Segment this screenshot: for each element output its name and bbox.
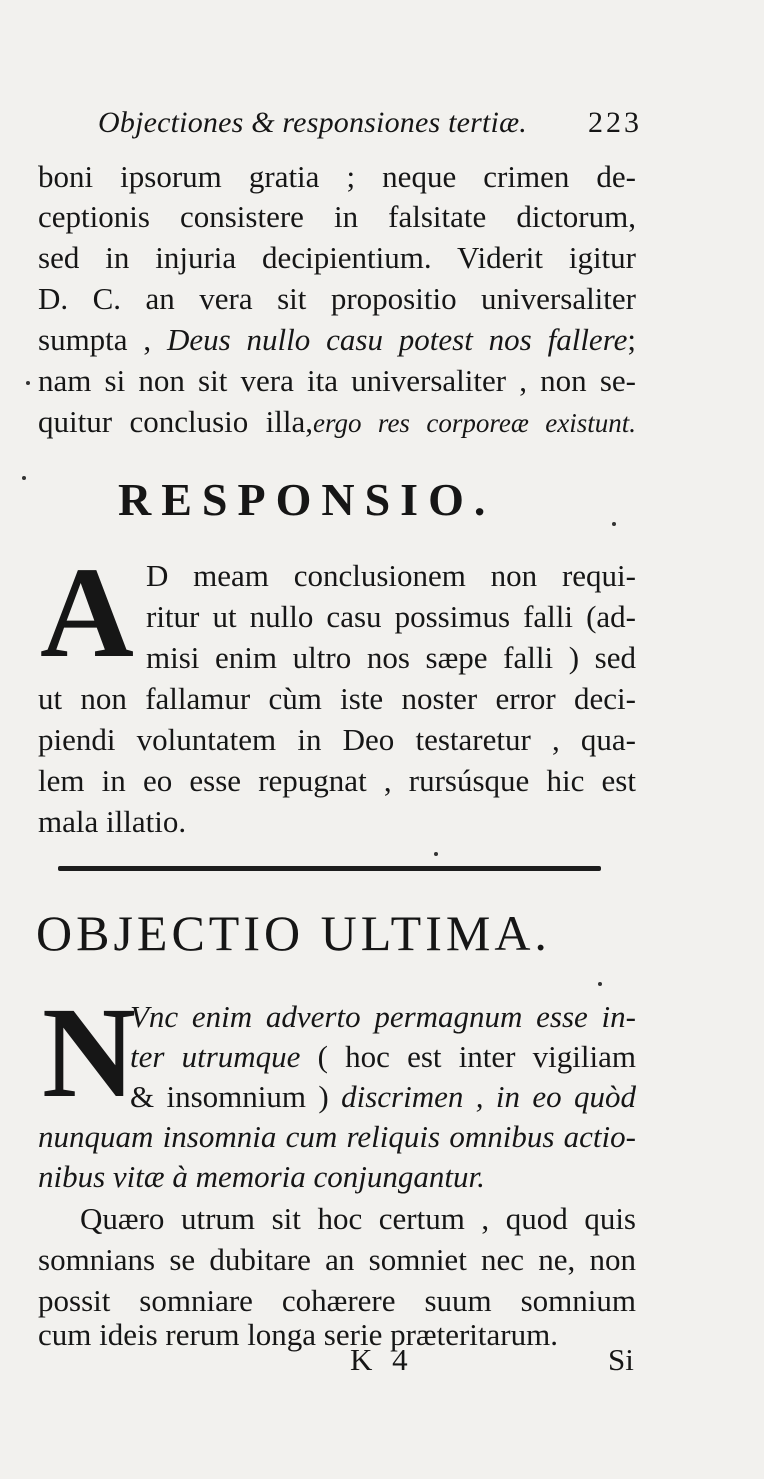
text-line: nibus vitæ à memoria conjungantur. (38, 1159, 485, 1194)
section-heading-objectio: OBJECTIO ULTIMA. (36, 905, 551, 961)
page-number: 223 (588, 106, 642, 139)
text-line: lem in eo esse repugnat , rursúsque hic est (38, 763, 636, 798)
running-head (98, 106, 642, 140)
text-line: ceptionis consistere in falsitate dictorum, (38, 199, 636, 234)
text-line: ut non fallamur cùm iste noster error deci- (38, 681, 636, 716)
ink-speck (612, 522, 616, 526)
drop-cap: N (42, 981, 136, 1125)
text-line: mala illatio. (38, 804, 187, 839)
text-segment: ( hoc est inter vigiliam (300, 1039, 637, 1074)
text-segment: ; (627, 322, 636, 357)
text-line (38, 403, 636, 442)
text-line: piendi voluntatem in Deo testaretur , qua- (38, 722, 636, 757)
signature-mark: K 4 (350, 1342, 414, 1377)
text-segment: sumpta , (38, 322, 167, 357)
text-line: sed in injuria decipientium. Viderit igitur (38, 240, 636, 275)
text-line (130, 1038, 636, 1076)
text-line (130, 1078, 636, 1116)
italic-text: ergo res corporeæ existunt. (313, 408, 636, 438)
text-line: Quæro utrum sit hoc certum , quod quis (80, 1201, 636, 1236)
text-line: misi enim ultro nos sæpe falli ) sed (146, 640, 636, 675)
section-divider (58, 866, 601, 871)
text-segment: & insomnium ) (130, 1079, 342, 1114)
text-line: nunquam insomnia cum reliquis omnibus actio- (38, 1119, 636, 1154)
text-line: boni ipsorum gratia ; neque crimen de- (38, 159, 636, 194)
text-line: nam si non sit vera ita universaliter , non se- (38, 363, 636, 398)
text-line: ritur ut nullo casu possimus falli (ad- (146, 599, 636, 634)
drop-cap: A (40, 541, 134, 685)
text-line: D. C. an vera sit propositio universaliter (38, 281, 636, 316)
italic-text: Deus nullo casu potest nos fallere (167, 322, 628, 357)
text-line (38, 321, 636, 359)
section-heading-responsio: RESPONSIO. (118, 474, 496, 525)
ink-speck (434, 852, 438, 856)
text-line: cum ideis rerum longa serie præteritarum. (38, 1317, 558, 1352)
italic-text: discrimen , in eo quòd (341, 1079, 636, 1114)
text-segment: quitur conclusio illa, (38, 404, 314, 439)
ink-speck (598, 982, 602, 986)
catchword: Si (608, 1342, 634, 1377)
text-line: Vnc enim adverto permagnum esse in- (130, 999, 636, 1034)
text-line: D meam conclusionem non requi- (146, 558, 636, 593)
ink-speck (22, 476, 26, 480)
text-line: somnians se dubitare an somniet nec ne, non (38, 1242, 636, 1277)
running-head-title: Objectiones & responsiones tertiæ. (98, 106, 527, 139)
text-line: possit somniare cohærere suum somnium (38, 1283, 636, 1318)
italic-text: ter utrumque (130, 1039, 301, 1074)
ink-speck (26, 381, 30, 385)
